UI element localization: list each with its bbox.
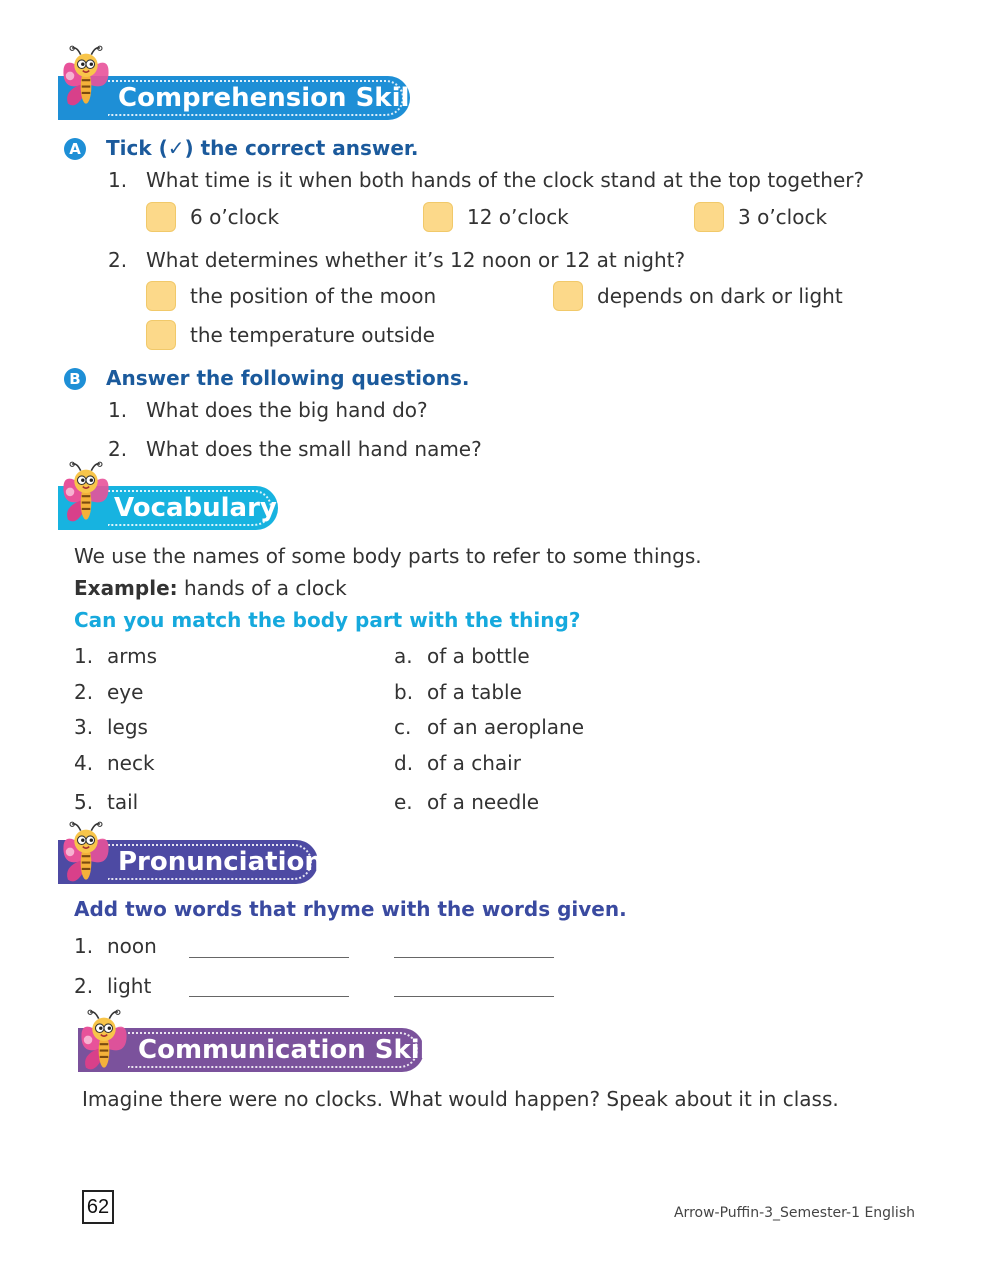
list-item-number: 2.	[74, 680, 94, 704]
question-text: What does the big hand do?	[146, 398, 428, 422]
body-part: arms	[107, 644, 158, 668]
list-item-letter: a.	[394, 644, 413, 668]
list-item-letter: d.	[394, 751, 414, 775]
butterfly-mascot-icon	[56, 820, 116, 886]
communication-text: Imagine there were no clocks. What would happen? Speak about it in class.	[82, 1087, 839, 1111]
butterfly-mascot-icon	[74, 1008, 134, 1074]
section-title: Comprehension Skills	[118, 83, 434, 113]
list-item-number: 2.	[74, 974, 94, 998]
rhyme-word: noon	[107, 934, 157, 958]
part-a-instruction: Tick (✓) the correct answer.	[106, 136, 419, 160]
thing: of a chair	[427, 751, 521, 775]
vocabulary-instruction: Can you match the body part with the thing?	[74, 608, 581, 632]
part-a-marker: A	[64, 138, 86, 160]
section-title: Pronunciation	[118, 847, 323, 877]
thing: of a bottle	[427, 644, 530, 668]
example-text: hands of a clock	[184, 576, 347, 600]
tick-box[interactable]	[423, 202, 453, 232]
answer-blank[interactable]	[189, 957, 349, 958]
option-label: depends on dark or light	[597, 284, 843, 308]
question-text: What does the small hand name?	[146, 437, 482, 461]
example-line	[74, 575, 347, 601]
answer-blank[interactable]	[394, 957, 554, 958]
question-number: 1.	[108, 168, 128, 192]
pronunciation-instruction: Add two words that rhyme with the words given.	[74, 897, 627, 921]
option-label: the position of the moon	[190, 284, 437, 308]
option-label: 12 o’clock	[467, 205, 569, 229]
section-title: Communication Skills	[138, 1035, 454, 1065]
part-b-marker: B	[64, 368, 86, 390]
list-item-letter: b.	[394, 680, 414, 704]
answer-blank[interactable]	[394, 996, 554, 997]
answer-blank[interactable]	[189, 996, 349, 997]
page-number: 62	[82, 1190, 114, 1224]
example-label: Example:	[74, 576, 178, 600]
question-number: 2.	[108, 437, 128, 461]
question-number: 1.	[108, 398, 128, 422]
tick-box[interactable]	[553, 281, 583, 311]
butterfly-mascot-icon	[56, 460, 116, 526]
thing: of a needle	[427, 790, 540, 814]
option-label: 3 o’clock	[738, 205, 828, 229]
option-label: 6 o’clock	[190, 205, 280, 229]
question-number: 2.	[108, 248, 128, 272]
section-title: Vocabulary	[114, 493, 277, 523]
book-title: Arrow-Puffin-3_Semester-1 English	[673, 1205, 915, 1221]
tick-box[interactable]	[146, 202, 176, 232]
tick-box[interactable]	[146, 281, 176, 311]
part-b-instruction: Answer the following questions.	[106, 366, 470, 390]
rhyme-word: light	[107, 974, 152, 998]
tick-box[interactable]	[694, 202, 724, 232]
list-item-letter: c.	[394, 715, 412, 739]
question-text: What time is it when both hands of the clock stand at the top together?	[146, 168, 865, 192]
body-part: tail	[107, 790, 139, 814]
list-item-number: 1.	[74, 644, 94, 668]
list-item-number: 1.	[74, 934, 94, 958]
vocabulary-intro: We use the names of some body parts to refer to some things.	[74, 544, 702, 568]
question-text: What determines whether it’s 12 noon or 12 at night?	[146, 248, 686, 272]
tick-box[interactable]	[146, 320, 176, 350]
body-part: eye	[107, 680, 144, 704]
thing: of an aeroplane	[427, 715, 584, 739]
option-label: the temperature outside	[190, 323, 435, 347]
list-item-letter: e.	[394, 790, 413, 814]
list-item-number: 3.	[74, 715, 94, 739]
list-item-number: 5.	[74, 790, 94, 814]
body-part: neck	[107, 751, 155, 775]
body-part: legs	[107, 715, 148, 739]
thing: of a table	[427, 680, 522, 704]
butterfly-mascot-icon	[56, 44, 116, 110]
list-item-number: 4.	[74, 751, 94, 775]
